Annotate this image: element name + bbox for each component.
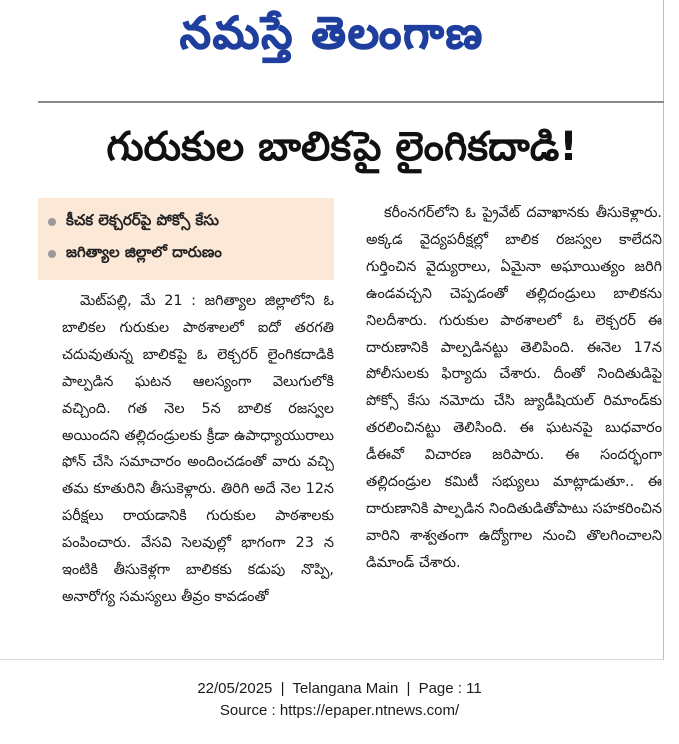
footer-source: Source : https://epaper.ntnews.com/ [219, 702, 460, 719]
masthead-title: నమస్తే తెలంగాణ [179, 8, 485, 59]
article-body-right-column [366, 200, 662, 648]
footer-date: 22/05/2025 [197, 680, 273, 697]
subhead-item [48, 206, 326, 238]
footer-edition: Telangana Main [292, 680, 399, 697]
masthead [0, 0, 664, 78]
footer-separator: | [406, 680, 411, 697]
article-body-left: మెట్‌పల్లి, మే 21 : జగిత్యాల జిల్లాలోని ఓ బాలికల గురుకుల పాఠశాలలో ఐదో తరగతి చదువుతున్న బాలికపై ఓ లెక్చరర్ లైంగికదాడికి పాల్పడిన ఘటన ఆలస్యంగా వెలుగులోకి వచ్చింది. గత నెల 5న బాలిక రజస్వల అయిందని తల్లిదండ్రులకు క్రీడా ఉపాధ్యాయురాలు ఫోన్ చేసి సమాచారం అందించడంతో వారు వచ్చి తమ కూతురిని తీసుకెళ్లారు. తిరిగి అదే నెల 12న పరీక్షలు రాయడానికి గురుకుల పాఠశాలకు పంపించారు. వేసవి సెలవుల్లో భాగంగా 23 న ఇంటికి తీసుకెళ్లగా బాలికకు కడుపు నొప్పి, అనారోగ్య సమస్యలు తీవ్రం కావడంతో [62, 293, 334, 605]
masthead-divider [38, 101, 664, 103]
article-body-left-column [62, 288, 334, 648]
article-body-right: కరీంనగర్‌లోని ఓ ప్రైవేట్ దవాఖానకు తీసుకెళ్లారు. అక్కడ వైద్యపరీక్షల్లో బాలిక రజస్వల కాలేదని గుర్తించిన వైద్యురాలు, ఏమైనా అఘాయిత్యం జరిగి ఉండవచ్చని చెప్పడంతో తల్లిదండ్రులు బాలికను నిలదీశారు. గురుకుల పాఠశాలలో ఓ లెక్చరర్ ఈ దారుణానికి పాల్పడినట్టు తెలిపింది. ఈనెల 17న పోలీసులకు ఫిర్యాదు చేశారు. దీంతో నిందితుడిపై పోక్సో కేసు నమోదు చేసి జ్యుడీషియల్ రిమాండ్‌కు తరలించినట్టు తెలిసింది. ఈ ఘటనపై బుధవారం డీఈవో విచారణ జరిపారు. ఈ సందర్భంగా తల్లిదండ్రుల కమిటీ సభ్యులు మాట్లాడుతూ.. ఈ దారుణానికి పాల్పడిన నిందితుడితోపాటు సహకరించిన వారిని శాశ్వతంగా ఉద్యోగాల నుంచి తొలగించాలని డిమాండ్ చేశారు. [366, 205, 662, 571]
bullet-icon [48, 250, 56, 258]
subhead-box [38, 198, 334, 280]
subhead-text: కీచక లెక్చరర్‌పై పోక్సో కేసు [66, 211, 219, 229]
footer [0, 678, 679, 722]
footer-page: Page : 11 [418, 680, 482, 697]
subhead-item [48, 238, 326, 270]
subhead-text: జగిత్యాల జిల్లాలో దారుణం [66, 243, 222, 261]
bullet-icon [48, 218, 56, 226]
footer-meta [0, 678, 679, 700]
article-headline: గురుకుల బాలికపై లైంగికదాడి! [106, 124, 578, 170]
footer-separator: | [280, 680, 285, 697]
